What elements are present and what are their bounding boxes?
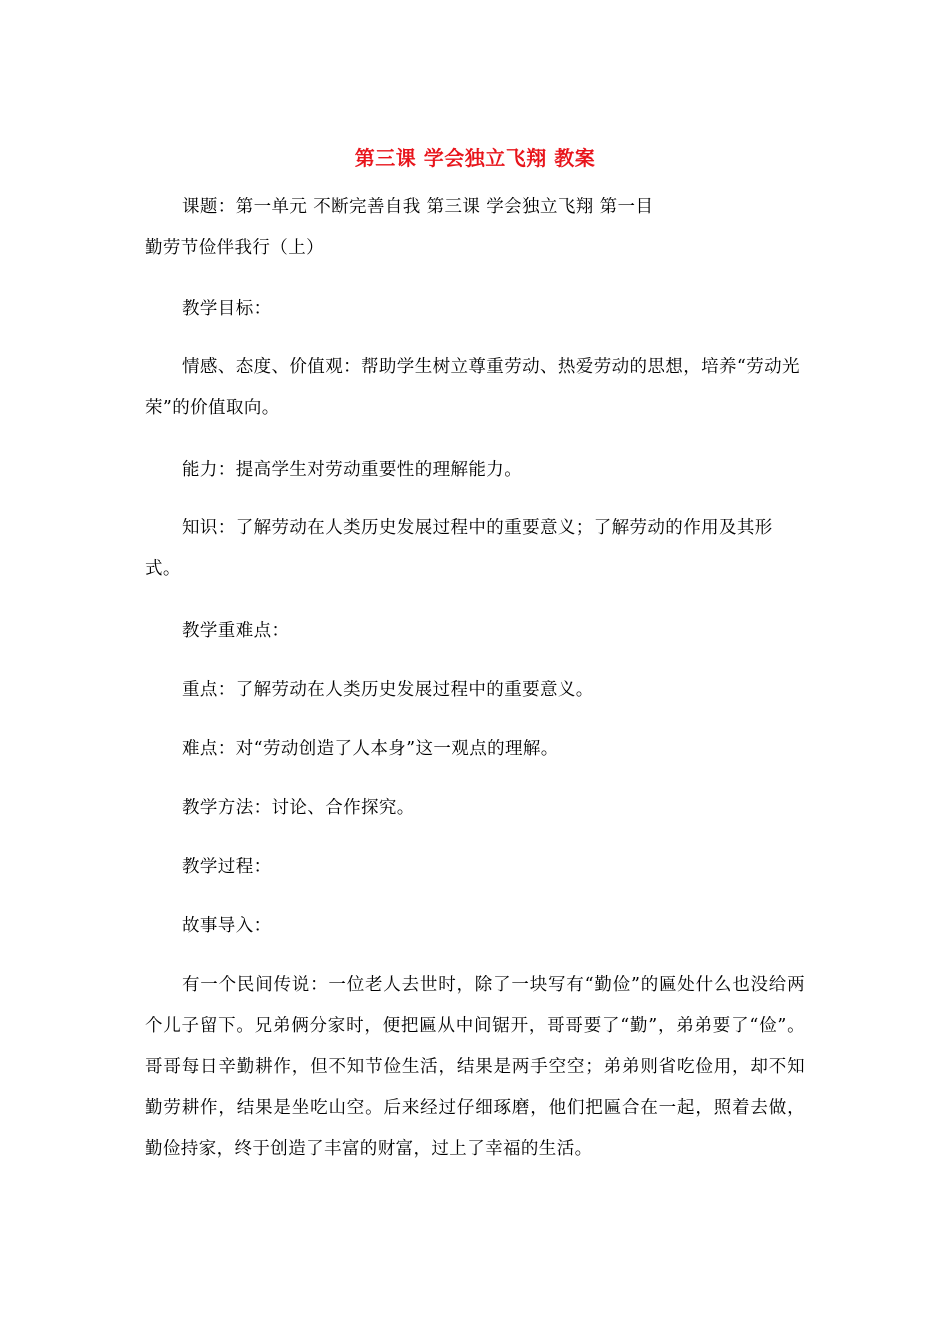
- goal-emotion: 情感、态度、价值观：帮助学生树立尊重劳动、热爱劳动的思想，培养“劳动光荣”的价值取向。: [145, 357, 800, 418]
- teaching-method: 教学方法：讨论、合作探究。: [182, 798, 415, 818]
- key-point: 重点：了解劳动在人类历史发展过程中的重要意义。: [182, 680, 594, 700]
- topic-line-2: 勤劳节俭伴我行（上）: [145, 238, 324, 258]
- difficult-point: 难点：对“劳动创造了人本身”这一观点的理解。: [182, 739, 559, 759]
- story-heading: 故事导入：: [182, 916, 272, 936]
- goal-heading: 教学目标：: [182, 299, 272, 319]
- key-heading: 教学重难点：: [182, 621, 290, 641]
- process-heading: 教学过程：: [182, 857, 272, 877]
- goal-ability: 能力：提高学生对劳动重要性的理解能力。: [182, 460, 523, 480]
- goal-knowledge: 知识：了解劳动在人类历史发展过程中的重要意义；了解劳动的作用及其形式。: [145, 518, 773, 579]
- topic-line-1: 课题：第一单元 不断完善自我 第三课 学会独立飞翔 第一目: [182, 197, 654, 217]
- story-paragraph: 有一个民间传说：一位老人去世时，除了一块写有“勤俭”的匾处什么也没给两个儿子留下。兄弟俩分家时，便把匾从中间锯开，哥哥要了“勤”，弟弟要了“俭”。哥哥每日辛勤耕作，但不知节俭生活，结果是两手空空；弟弟则省吃俭用，却不知勤劳耕作，结果是坐吃山空。后来经过仔细琢磨，他们把匾合在一起，照着去做，勤俭持家，终于创造了丰富的财富，过上了幸福的生活。: [145, 975, 805, 1159]
- document-title: 第三课 学会独立飞翔 教案: [354, 146, 596, 170]
